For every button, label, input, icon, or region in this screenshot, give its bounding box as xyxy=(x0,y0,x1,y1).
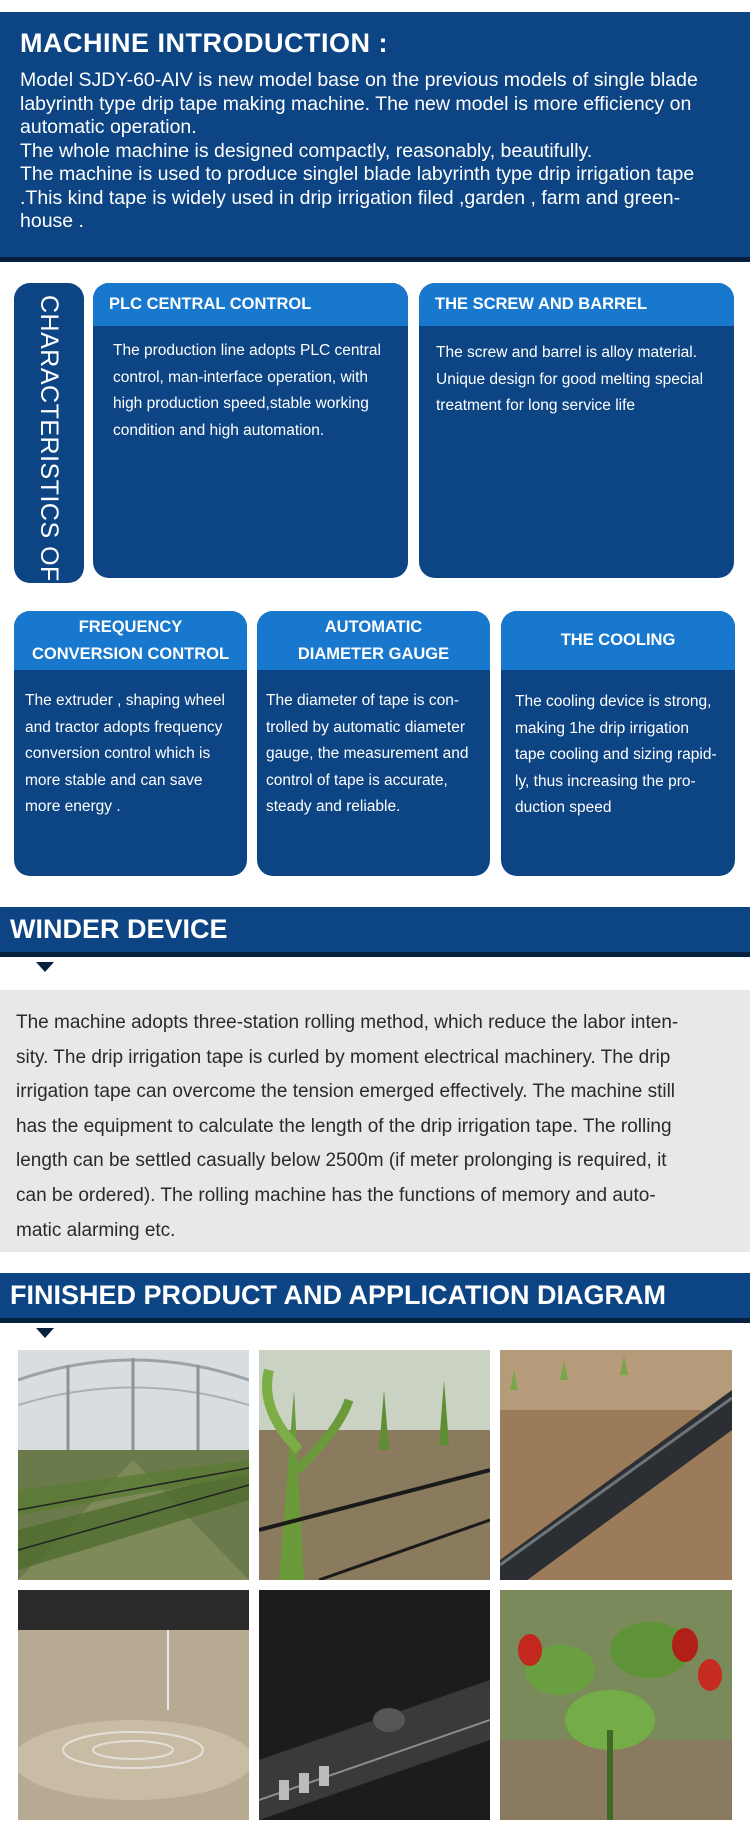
card-line: condition and high automation. xyxy=(113,421,325,439)
characteristics-label: CHARACTERISTICS OF xyxy=(35,295,63,582)
intro-line: automatic operation. xyxy=(20,116,197,138)
card-line: tape cooling and sizing rapid- xyxy=(515,746,717,763)
winder-line: can be ordered). The rolling machine has the functions of memory and auto- xyxy=(16,1184,656,1206)
banner-pointer xyxy=(36,962,54,972)
intro-line: The machine is used to produce singlel blade labyrinth type drip irrigation tape xyxy=(20,163,695,185)
winder-line: sity. The drip irrigation tape is curled by moment electrical machinery. The drip xyxy=(16,1046,671,1068)
card-line: more energy . xyxy=(25,798,121,815)
finished-product-banner xyxy=(0,1273,750,1323)
card-title: THE COOLING xyxy=(560,631,676,649)
card-body xyxy=(501,689,735,822)
banner-pointer xyxy=(36,1328,54,1338)
card-screw-and-barrel xyxy=(419,283,734,578)
card-plc-central-control xyxy=(93,283,408,578)
water-drip-photo xyxy=(18,1590,249,1820)
card-line: steady and reliable. xyxy=(266,798,401,815)
intro-text xyxy=(20,69,730,234)
machine-introduction-panel xyxy=(0,12,750,262)
greenhouse-photo xyxy=(18,1350,249,1580)
card-line: The production line adopts PLC central xyxy=(113,342,381,359)
winder-line: The machine adopts three-station rolling method, which reduce the labor inten- xyxy=(16,1012,679,1033)
card-line: treatment for long service life xyxy=(436,397,636,414)
card-frequency-conversion-control xyxy=(14,611,247,876)
card-line: high production speed,stable working xyxy=(113,395,369,412)
card-title-line: FREQUENCY xyxy=(78,617,183,636)
intro-line: labyrinth type drip tape making machine. The new model is more efficiency on xyxy=(20,92,692,115)
card-line: The cooling device is strong, xyxy=(515,693,712,710)
winder-line: has the equipment to calculate the length of the drip irrigation tape. The rolling xyxy=(16,1115,672,1137)
card-title: PLC CENTRAL CONTROL xyxy=(109,295,312,313)
card-line: trolled by automatic diameter xyxy=(266,718,466,736)
card-title-line: CONVERSION CONTROL xyxy=(31,644,230,663)
card-line: making 1he drip irrigation xyxy=(515,719,690,737)
winder-device-banner xyxy=(0,907,750,957)
card-automatic-diameter-gauge xyxy=(257,611,490,876)
card-header xyxy=(419,283,734,326)
card-body xyxy=(257,688,490,821)
card-the-cooling xyxy=(501,611,735,876)
card-line: The diameter of tape is con- xyxy=(266,692,459,709)
card-line: control of tape is accurate, xyxy=(266,771,448,789)
emitter-closeup-photo xyxy=(259,1590,490,1820)
winder-line: irrigation tape can overcome the tension emerged effectively. The machine still xyxy=(16,1081,676,1103)
winder-line: matic alarming etc. xyxy=(16,1219,176,1241)
corn-field-photo xyxy=(259,1350,490,1580)
card-line: The extruder , shaping wheel xyxy=(25,692,225,709)
winder-description xyxy=(0,990,750,1252)
card-body xyxy=(93,338,408,444)
card-line: Unique design for good melting special xyxy=(436,370,704,388)
card-title-line: AUTOMATIC xyxy=(324,617,423,636)
intro-line: house . xyxy=(20,210,84,232)
intro-line: The whole machine is designed compactly, reasonably, beautifully. xyxy=(20,139,593,162)
pepper-plants-photo xyxy=(500,1590,732,1820)
card-title: THE SCREW AND BARREL xyxy=(435,295,648,313)
intro-title: MACHINE INTRODUCTION : xyxy=(20,28,388,58)
products-title: FINISHED PRODUCT AND APPLICATION DIAGRAM xyxy=(10,1280,666,1310)
card-header xyxy=(93,283,408,326)
card-line: conversion control which is xyxy=(25,745,211,762)
intro-line: .This kind tape is widely used in drip irrigation filed ,garden , farm and green- xyxy=(20,186,681,209)
card-body xyxy=(419,340,734,420)
card-line: duction speed xyxy=(515,799,612,816)
card-line: and tractor adopts frequency xyxy=(25,718,223,736)
card-header xyxy=(257,611,490,670)
card-line: gauge, the measurement and xyxy=(266,745,469,762)
intro-line: Model SJDY-60-AIV is new model base on the previous models of single blade xyxy=(20,69,698,91)
card-title-line: DIAMETER GAUGE xyxy=(297,644,450,663)
card-line: control, man-interface operation, with xyxy=(113,368,369,386)
card-header xyxy=(14,611,247,670)
card-line: The screw and barrel is alloy material. xyxy=(436,344,698,361)
card-body xyxy=(14,688,247,821)
drip-tape-soil-photo xyxy=(500,1350,732,1580)
card-line: more stable and can save xyxy=(25,771,203,789)
characteristics-vertical-label xyxy=(14,283,84,583)
winder-line: length can be settled casually below 2500m (if meter prolonging is required, it xyxy=(16,1150,667,1172)
winder-title: WINDER DEVICE xyxy=(10,914,228,944)
card-header xyxy=(501,611,735,670)
card-line: ly, thus increasing the pro- xyxy=(515,772,696,790)
